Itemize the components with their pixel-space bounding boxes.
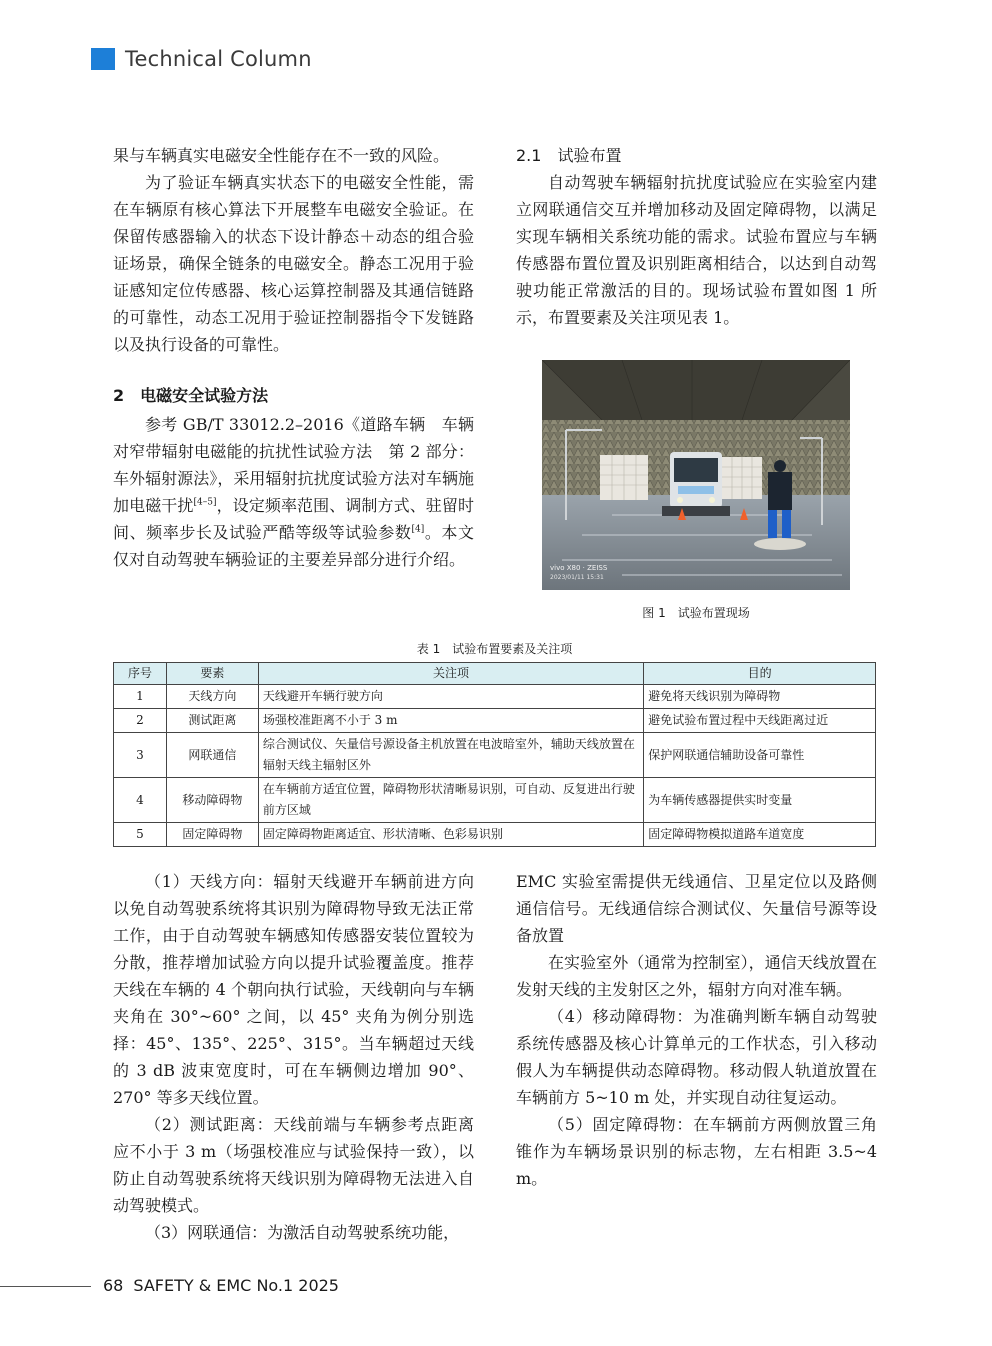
cell: 2 xyxy=(114,709,167,733)
photo-watermark: vivo X80 · ZEISS xyxy=(550,564,608,572)
paragraph: 为了验证车辆真实状态下的电磁安全性能，需在车辆原有核心算法下开展整车电磁安全验证。在保留传感器输入的状态下设计静态＋动态的组合验证场景，确保全链条的电磁安全。静态工况用于验证感知定位传感器、核心运算控制器及其通信链路的可靠性，动态工况用于验证控制器指令下发链路以及执行设备的可靠性。 xyxy=(113,173,474,354)
citation: [4–5] xyxy=(193,497,217,508)
paragraph: （4）移动障碍物：为准确判断车辆自动驾驶系统传感器及核心计算单元的工作状态，引入移动假人为车辆提供动态障碍物。移动假人轨道放置在车辆前方 5~10 m 处，并实现自动往复运动。 xyxy=(516,1007,877,1107)
section-heading: 2 电磁安全试验方法 xyxy=(113,386,269,405)
paragraph: 在实验室外（通常为控制室），通信天线放置在发射天线的主发射区之外，辐射方向对准车辆。 xyxy=(516,953,877,999)
bottom-right-column xyxy=(516,868,877,1192)
cell: 移动障碍物 xyxy=(166,778,258,823)
cell: 避免试验布置过程中天线距离过近 xyxy=(644,709,876,733)
citation: [4] xyxy=(411,524,425,535)
top-left-column xyxy=(113,142,474,573)
table-row xyxy=(114,709,876,733)
cell: 固定障碍物模拟道路车道宽度 xyxy=(644,823,876,847)
paragraph: EMC 实验室需提供无线通信、卫星定位以及路侧通信信号。无线通信综合测试仪、矢量信号源等设备放置 xyxy=(516,872,877,945)
cell: 保护网联通信辅助设备可靠性 xyxy=(644,733,876,778)
cell: 3 xyxy=(114,733,167,778)
column-header: 要素 xyxy=(166,663,258,685)
paragraph: （3）网联通信：为激活自动驾驶系统功能， xyxy=(145,1223,460,1242)
header-title: Technical Column xyxy=(125,47,312,71)
photo-timestamp: 2023/01/11 15:31 xyxy=(550,574,604,581)
table-row xyxy=(114,778,876,823)
cell: 综合测试仪、矢量信号源设备主机放置在电波暗室外，辅助天线放置在辐射天线主辐射区外 xyxy=(258,733,643,778)
figure-caption: 图 1 试验布置现场 xyxy=(642,606,750,620)
paragraph: （2）测试距离：天线前端与车辆参考点距离应不小于 3 m（场强校准应与试验保持一致），以防止自动驾驶系统将天线识别为障碍物无法进入自动驾驶模式。 xyxy=(113,1115,474,1215)
cell: 为车辆传感器提供实时变量 xyxy=(644,778,876,823)
table-caption: 表 1 试验布置要素及关注项 xyxy=(416,642,573,656)
subsection-heading: 2.1 试验布置 xyxy=(516,146,622,165)
cell: 固定障碍物距离适宜、形状清晰、色彩易识别 xyxy=(258,823,643,847)
running-header xyxy=(91,46,312,72)
cell: 1 xyxy=(114,685,167,709)
header-color-block xyxy=(91,48,115,70)
table-row xyxy=(114,823,876,847)
running-footer xyxy=(103,1276,339,1295)
paragraph: （1）天线方向：辐射天线避开车辆前进方向以免自动驾驶系统将其识别为障碍物导致无法正常工作，由于自动驾驶车辆感知传感器安装位置较为分散，推荐增加试验方向以提升试验覆盖度。推荐天线在车辆的 4 个朝向执行试验，天线朝向与车辆夹角在 30°~60° 之间，以 45° 夹角为例分别选择：45°、135°、225°、315°。当车辆超过天线的 3 dB 波束宽度时，可在车辆侧边增加 90°、270° 等多天线位置。 xyxy=(113,872,474,1107)
paragraph: （5）固定障碍物：在车辆前方两侧放置三角锥作为车辆场景识别的标志物，左右相距 3.5~4 m。 xyxy=(516,1115,877,1188)
table-row xyxy=(114,733,876,778)
cell: 固定障碍物 xyxy=(166,823,258,847)
table-header-row xyxy=(114,663,876,685)
cell: 天线避开车辆行驶方向 xyxy=(258,685,643,709)
cell: 避免将天线识别为障碍物 xyxy=(644,685,876,709)
cell: 测试距离 xyxy=(166,709,258,733)
top-right-column xyxy=(516,142,877,331)
column-header: 目的 xyxy=(644,663,876,685)
requirements-table xyxy=(113,662,876,847)
column-header: 序号 xyxy=(114,663,167,685)
bottom-left-column xyxy=(113,868,474,1246)
journal-issue: SAFETY & EMC No.1 2025 xyxy=(133,1276,339,1295)
paragraph: 果与车辆真实电磁安全性能存在不一致的风险。 xyxy=(113,146,450,165)
column-header: 关注项 xyxy=(258,663,643,685)
test-setup-photo xyxy=(542,360,850,590)
cell: 天线方向 xyxy=(166,685,258,709)
paragraph: 参考 GB/T 33012.2–2016《道路车辆 车辆对窄带辐射电磁能的抗扰性试验方法 第 2 部分：车外辐射源法》，采用辐射抗扰度试验方法对车辆施加电磁干扰[4–5]，设定频率范围、调制方式、驻留时间、频率步长及试验严酷等级等试验参数[4]。本文仅对自动驾驶车辆验证的主要差异部分进行介绍。 xyxy=(113,415,474,569)
paragraph: 自动驾驶车辆辐射抗扰度试验应在实验室内建立网联通信交互并增加移动及固定障碍物，以满足实现车辆相关系统功能的需求。试验布置应与车辆传感器布置位置及识别距离相结合，以达到自动驾驶功能正常激活的目的。现场试验布置如图 1 所示，布置要素及关注项见表 1。 xyxy=(516,173,877,327)
table-row xyxy=(114,685,876,709)
cell: 在车辆前方适宜位置，障碍物形状清晰易识别，可自动、反复进出行驶前方区域 xyxy=(258,778,643,823)
page-number: 68 xyxy=(103,1276,124,1295)
footer-rule xyxy=(0,1286,91,1287)
cell: 场强校准距离不小于 3 m xyxy=(258,709,643,733)
cell: 网联通信 xyxy=(166,733,258,778)
cell: 5 xyxy=(114,823,167,847)
cell: 4 xyxy=(114,778,167,823)
